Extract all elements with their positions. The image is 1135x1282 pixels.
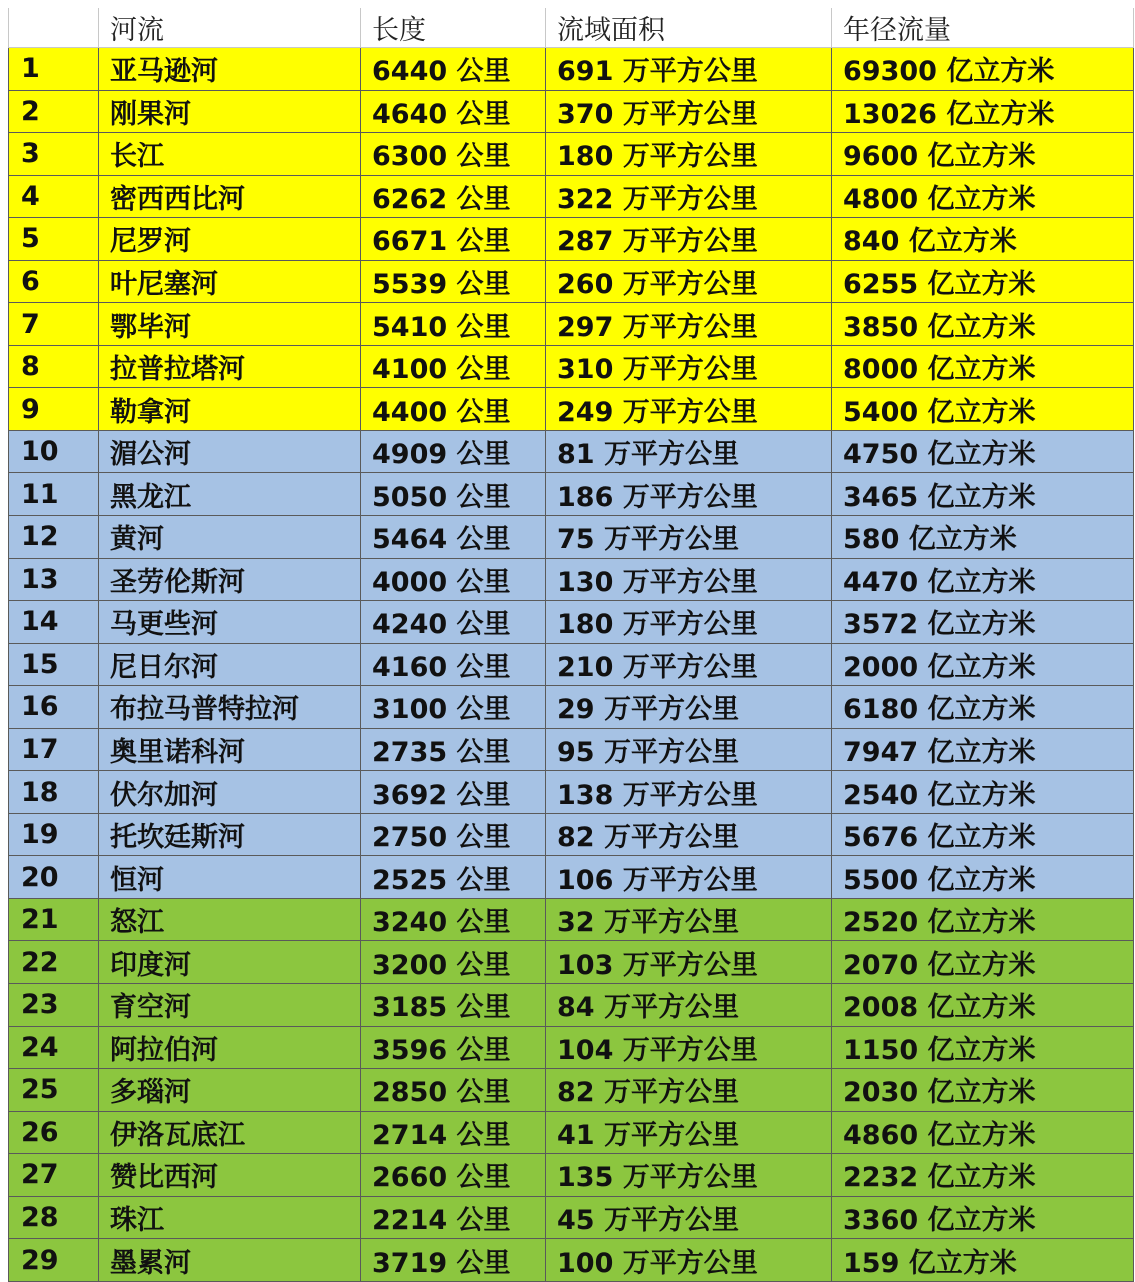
- table-row: [9, 601, 1134, 644]
- length-cell[interactable]: 3719 公里: [361, 1239, 546, 1282]
- annual-runoff-cell[interactable]: 3572 亿立方米: [832, 601, 1134, 644]
- annual-runoff-cell[interactable]: 6255 亿立方米: [832, 260, 1134, 303]
- river-data-table: [8, 8, 1134, 1282]
- basin-area-cell[interactable]: 45 万平方公里: [546, 1196, 832, 1239]
- table-row: [9, 941, 1134, 984]
- table-body: [9, 8, 1134, 1281]
- table-row: [9, 1111, 1134, 1154]
- number-cell[interactable]: 25: [9, 1069, 99, 1112]
- number-cell[interactable]: 23: [9, 984, 99, 1027]
- length-cell[interactable]: 3596 公里: [361, 1026, 546, 1069]
- length-cell[interactable]: 4160 公里: [361, 643, 546, 686]
- basin-area-cell[interactable]: 32 万平方公里: [546, 898, 832, 941]
- header-number-cell[interactable]: [9, 8, 99, 48]
- number-cell[interactable]: 7: [9, 303, 99, 346]
- annual-runoff-cell[interactable]: 159 亿立方米: [832, 1239, 1134, 1282]
- river-cell[interactable]: 布拉马普特拉河: [99, 686, 361, 729]
- annual-runoff-cell[interactable]: 2232 亿立方米: [832, 1154, 1134, 1197]
- table-row: [9, 898, 1134, 941]
- table-row: [9, 175, 1134, 218]
- table-row: [9, 856, 1134, 899]
- basin-area-cell[interactable]: 186 万平方公里: [546, 473, 832, 516]
- table-row: [9, 558, 1134, 601]
- river-cell[interactable]: 印度河: [99, 941, 361, 984]
- river-cell[interactable]: 刚果河: [99, 90, 361, 133]
- river-cell[interactable]: 黄河: [99, 516, 361, 559]
- number-cell[interactable]: 13: [9, 558, 99, 601]
- basin-area-cell[interactable]: 130 万平方公里: [546, 558, 832, 601]
- basin-area-cell[interactable]: 104 万平方公里: [546, 1026, 832, 1069]
- length-cell[interactable]: 2525 公里: [361, 856, 546, 899]
- number-cell[interactable]: 12: [9, 516, 99, 559]
- header-annual-runoff-cell[interactable]: 年径流量: [832, 8, 1134, 48]
- number-cell[interactable]: 1: [9, 48, 99, 91]
- number-cell[interactable]: 24: [9, 1026, 99, 1069]
- table-row: [9, 771, 1134, 814]
- table-row: [9, 388, 1134, 431]
- basin-area-cell[interactable]: 81 万平方公里: [546, 430, 832, 473]
- number-cell[interactable]: 20: [9, 856, 99, 899]
- river-cell[interactable]: 育空河: [99, 984, 361, 1027]
- basin-area-cell[interactable]: 310 万平方公里: [546, 345, 832, 388]
- length-cell[interactable]: 6671 公里: [361, 218, 546, 261]
- length-cell[interactable]: 2750 公里: [361, 813, 546, 856]
- river-cell[interactable]: 奥里诺科河: [99, 728, 361, 771]
- river-cell[interactable]: 恒河: [99, 856, 361, 899]
- basin-area-cell[interactable]: 82 万平方公里: [546, 813, 832, 856]
- basin-area-cell[interactable]: 135 万平方公里: [546, 1154, 832, 1197]
- length-cell[interactable]: 2214 公里: [361, 1196, 546, 1239]
- river-cell[interactable]: 赞比西河: [99, 1154, 361, 1197]
- basin-area-cell[interactable]: 82 万平方公里: [546, 1069, 832, 1112]
- length-cell[interactable]: 2735 公里: [361, 728, 546, 771]
- table-row: [9, 1239, 1134, 1282]
- table-row: [9, 728, 1134, 771]
- annual-runoff-cell[interactable]: 4470 亿立方米: [832, 558, 1134, 601]
- annual-runoff-cell[interactable]: 2540 亿立方米: [832, 771, 1134, 814]
- number-cell[interactable]: 14: [9, 601, 99, 644]
- annual-runoff-cell[interactable]: 9600 亿立方米: [832, 133, 1134, 176]
- river-cell[interactable]: 叶尼塞河: [99, 260, 361, 303]
- number-cell[interactable]: 11: [9, 473, 99, 516]
- annual-runoff-cell[interactable]: 1150 亿立方米: [832, 1026, 1134, 1069]
- table-row: [9, 473, 1134, 516]
- length-cell[interactable]: 2850 公里: [361, 1069, 546, 1112]
- basin-area-cell[interactable]: 180 万平方公里: [546, 601, 832, 644]
- number-cell[interactable]: 16: [9, 686, 99, 729]
- annual-runoff-cell[interactable]: 5676 亿立方米: [832, 813, 1134, 856]
- table-row: [9, 516, 1134, 559]
- annual-runoff-cell[interactable]: 580 亿立方米: [832, 516, 1134, 559]
- annual-runoff-cell[interactable]: 2000 亿立方米: [832, 643, 1134, 686]
- header-river-cell[interactable]: 河流: [99, 8, 361, 48]
- header-basin-area-cell[interactable]: 流域面积: [546, 8, 832, 48]
- annual-runoff-cell[interactable]: 840 亿立方米: [832, 218, 1134, 261]
- number-cell[interactable]: 3: [9, 133, 99, 176]
- number-cell[interactable]: 10: [9, 430, 99, 473]
- number-cell[interactable]: 5: [9, 218, 99, 261]
- basin-area-cell[interactable]: 370 万平方公里: [546, 90, 832, 133]
- basin-area-cell[interactable]: 100 万平方公里: [546, 1239, 832, 1282]
- length-cell[interactable]: 5410 公里: [361, 303, 546, 346]
- number-cell[interactable]: 19: [9, 813, 99, 856]
- annual-runoff-cell[interactable]: 5400 亿立方米: [832, 388, 1134, 431]
- table-row: [9, 90, 1134, 133]
- table-row: [9, 48, 1134, 91]
- river-cell[interactable]: 湄公河: [99, 430, 361, 473]
- river-cell[interactable]: 多瑙河: [99, 1069, 361, 1112]
- annual-runoff-cell[interactable]: 13026 亿立方米: [832, 90, 1134, 133]
- length-cell[interactable]: 4400 公里: [361, 388, 546, 431]
- annual-runoff-cell[interactable]: 3465 亿立方米: [832, 473, 1134, 516]
- basin-area-cell[interactable]: 260 万平方公里: [546, 260, 832, 303]
- number-cell[interactable]: 4: [9, 175, 99, 218]
- number-cell[interactable]: 27: [9, 1154, 99, 1197]
- length-cell[interactable]: 4240 公里: [361, 601, 546, 644]
- basin-area-cell[interactable]: 210 万平方公里: [546, 643, 832, 686]
- river-cell[interactable]: 拉普拉塔河: [99, 345, 361, 388]
- river-cell[interactable]: 珠江: [99, 1196, 361, 1239]
- length-cell[interactable]: 4000 公里: [361, 558, 546, 601]
- annual-runoff-cell[interactable]: 4800 亿立方米: [832, 175, 1134, 218]
- annual-runoff-cell[interactable]: 3360 亿立方米: [832, 1196, 1134, 1239]
- length-cell[interactable]: 5050 公里: [361, 473, 546, 516]
- length-cell[interactable]: 6262 公里: [361, 175, 546, 218]
- length-cell[interactable]: 6440 公里: [361, 48, 546, 91]
- number-cell[interactable]: 15: [9, 643, 99, 686]
- annual-runoff-cell[interactable]: 69300 亿立方米: [832, 48, 1134, 91]
- number-cell[interactable]: 29: [9, 1239, 99, 1282]
- basin-area-cell[interactable]: 322 万平方公里: [546, 175, 832, 218]
- annual-runoff-cell[interactable]: 8000 亿立方米: [832, 345, 1134, 388]
- river-cell[interactable]: 勒拿河: [99, 388, 361, 431]
- length-cell[interactable]: 4909 公里: [361, 430, 546, 473]
- river-cell[interactable]: 长江: [99, 133, 361, 176]
- table-row: [9, 218, 1134, 261]
- number-cell[interactable]: 22: [9, 941, 99, 984]
- basin-area-cell[interactable]: 297 万平方公里: [546, 303, 832, 346]
- basin-area-cell[interactable]: 41 万平方公里: [546, 1111, 832, 1154]
- river-cell[interactable]: 伏尔加河: [99, 771, 361, 814]
- river-cell[interactable]: 墨累河: [99, 1239, 361, 1282]
- river-cell[interactable]: 亚马逊河: [99, 48, 361, 91]
- basin-area-cell[interactable]: 180 万平方公里: [546, 133, 832, 176]
- length-cell[interactable]: 3692 公里: [361, 771, 546, 814]
- river-cell[interactable]: 托坎廷斯河: [99, 813, 361, 856]
- number-cell[interactable]: 18: [9, 771, 99, 814]
- table-row: [9, 643, 1134, 686]
- basin-area-cell[interactable]: 84 万平方公里: [546, 984, 832, 1027]
- header-length-cell[interactable]: 长度: [361, 8, 546, 48]
- annual-runoff-cell[interactable]: 4750 亿立方米: [832, 430, 1134, 473]
- length-cell[interactable]: 5539 公里: [361, 260, 546, 303]
- table-row: [9, 813, 1134, 856]
- number-cell[interactable]: 21: [9, 898, 99, 941]
- annual-runoff-cell[interactable]: 3850 亿立方米: [832, 303, 1134, 346]
- river-cell[interactable]: 黑龙江: [99, 473, 361, 516]
- number-cell[interactable]: 8: [9, 345, 99, 388]
- table-row: [9, 430, 1134, 473]
- basin-area-cell[interactable]: 691 万平方公里: [546, 48, 832, 91]
- length-cell[interactable]: 6300 公里: [361, 133, 546, 176]
- number-cell[interactable]: 26: [9, 1111, 99, 1154]
- river-cell[interactable]: 伊洛瓦底江: [99, 1111, 361, 1154]
- annual-runoff-cell[interactable]: 2070 亿立方米: [832, 941, 1134, 984]
- length-cell[interactable]: 3100 公里: [361, 686, 546, 729]
- annual-runoff-cell[interactable]: 2030 亿立方米: [832, 1069, 1134, 1112]
- table-row: [9, 1069, 1134, 1112]
- table-row: [9, 1154, 1134, 1197]
- number-cell[interactable]: 2: [9, 90, 99, 133]
- river-cell[interactable]: 鄂毕河: [99, 303, 361, 346]
- table-header-row: [9, 8, 1134, 48]
- length-cell[interactable]: 2714 公里: [361, 1111, 546, 1154]
- table-row: [9, 1196, 1134, 1239]
- length-cell[interactable]: 5464 公里: [361, 516, 546, 559]
- table-row: [9, 303, 1134, 346]
- table-row: [9, 1026, 1134, 1069]
- river-cell[interactable]: 阿拉伯河: [99, 1026, 361, 1069]
- length-cell[interactable]: 2660 公里: [361, 1154, 546, 1197]
- annual-runoff-cell[interactable]: 2008 亿立方米: [832, 984, 1134, 1027]
- annual-runoff-cell[interactable]: 5500 亿立方米: [832, 856, 1134, 899]
- river-cell[interactable]: 圣劳伦斯河: [99, 558, 361, 601]
- river-cell[interactable]: 密西西比河: [99, 175, 361, 218]
- annual-runoff-cell[interactable]: 2520 亿立方米: [832, 898, 1134, 941]
- table-row: [9, 984, 1134, 1027]
- basin-area-cell[interactable]: 106 万平方公里: [546, 856, 832, 899]
- annual-runoff-cell[interactable]: 4860 亿立方米: [832, 1111, 1134, 1154]
- river-cell[interactable]: 尼日尔河: [99, 643, 361, 686]
- annual-runoff-cell[interactable]: 7947 亿立方米: [832, 728, 1134, 771]
- river-cell[interactable]: 怒江: [99, 898, 361, 941]
- annual-runoff-cell[interactable]: 6180 亿立方米: [832, 686, 1134, 729]
- length-cell[interactable]: 3200 公里: [361, 941, 546, 984]
- number-cell[interactable]: 6: [9, 260, 99, 303]
- river-cell[interactable]: 尼罗河: [99, 218, 361, 261]
- basin-area-cell[interactable]: 75 万平方公里: [546, 516, 832, 559]
- river-cell[interactable]: 马更些河: [99, 601, 361, 644]
- number-cell[interactable]: 28: [9, 1196, 99, 1239]
- table-row: [9, 133, 1134, 176]
- basin-area-cell[interactable]: 95 万平方公里: [546, 728, 832, 771]
- basin-area-cell[interactable]: 249 万平方公里: [546, 388, 832, 431]
- length-cell[interactable]: 4640 公里: [361, 90, 546, 133]
- basin-area-cell[interactable]: 103 万平方公里: [546, 941, 832, 984]
- length-cell[interactable]: 4100 公里: [361, 345, 546, 388]
- number-cell[interactable]: 17: [9, 728, 99, 771]
- table-row: [9, 686, 1134, 729]
- table-row: [9, 260, 1134, 303]
- basin-area-cell[interactable]: 287 万平方公里: [546, 218, 832, 261]
- basin-area-cell[interactable]: 29 万平方公里: [546, 686, 832, 729]
- table-row: [9, 345, 1134, 388]
- length-cell[interactable]: 3185 公里: [361, 984, 546, 1027]
- length-cell[interactable]: 3240 公里: [361, 898, 546, 941]
- number-cell[interactable]: 9: [9, 388, 99, 431]
- basin-area-cell[interactable]: 138 万平方公里: [546, 771, 832, 814]
